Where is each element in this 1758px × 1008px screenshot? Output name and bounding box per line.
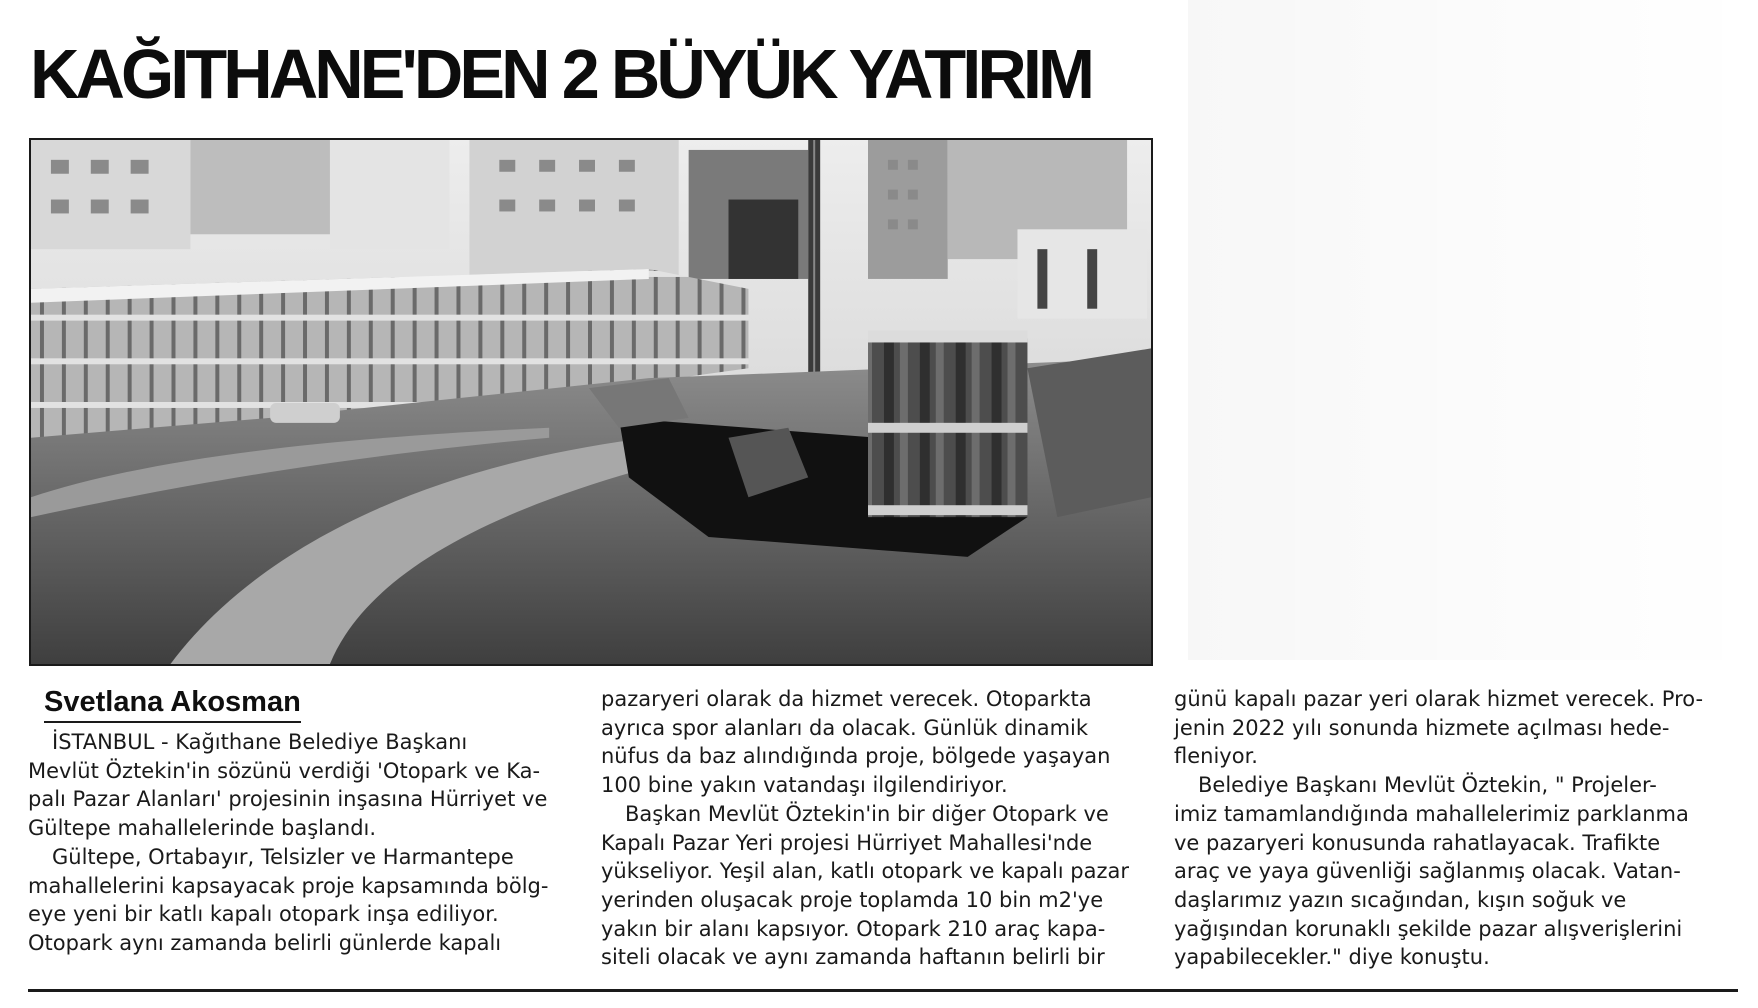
article-line: araç ve yaya güvenliği sağlanmış olacak. Vatan- [1174,859,1681,884]
article-line: Başkan Mevlüt Öztekin'in bir diğer Otopark ve [625,801,1109,826]
article-line: Otopark aynı zamanda belirli günlerde kapalı [28,930,502,955]
construction-site-image [31,140,1151,664]
article-line: imiz tamamlandığında mahallelerimiz parklanma [1174,801,1689,826]
article-line: pazaryeri olarak da hizmet verecek. Otoparkta [601,687,1092,711]
article-line: yakın bir alanı kapsıyor. Otopark 210 araç kapa- [601,916,1106,941]
article-line: Gültepe, Ortabayır, Telsizler ve Harmantepe [52,844,514,869]
article-line: ayrıca spor alanları da olacak. Günlük dinamik [601,715,1089,740]
article-column-1 [28,728,568,958]
article-line: jenin 2022 yılı sonunda hizmete açılması hede- [1174,715,1670,740]
construction-site-photo [29,138,1153,666]
article-line: daşlarımız yazın sıcağından, kışın soğuk ve [1174,887,1627,912]
byline-author: Svetlana Akosman [44,684,301,723]
article-line: yağışından korunaklı şekilde pazar alışverişlerini [1174,916,1683,941]
article-line: Gültepe mahallelerinde başlandı. [28,816,377,841]
article-line: yapabilecekler." diye konuştu. [1174,945,1490,970]
article-line: fleniyor. [1174,744,1258,769]
article-line: Belediye Başkanı Mevlüt Öztekin, " Projeler- [1198,773,1657,798]
article-column-2 [601,685,1141,972]
article-line: günü kapalı pazar yeri olarak hizmet verecek. Pro- [1174,687,1704,711]
article-line: 100 bine yakın vatandaşı ilgilendiriyor. [601,773,1008,798]
article-line: Mevlüt Öztekin'in sözünü verdiği 'Otopark ve Ka- [28,758,541,783]
headline: KAĞITHANE'DEN 2 BÜYÜK YATIRIM [30,35,1092,113]
article-line: nüfus da baz alındığında proje, bölgede yaşayan [601,744,1111,769]
article-line: İSTANBUL - Kağıthane Belediye Başkanı [52,730,468,754]
article-line: yerinden oluşacak proje toplamda 10 bin m2'ye [601,887,1104,912]
article-line: mahallelerini kapsayacak proje kapsamında bölg- [28,873,549,898]
article-line: palı Pazar Alanları' projesinin inşasına Hürriyet ve [28,787,548,812]
bottom-rule [28,989,1738,992]
article-column-3 [1174,685,1714,972]
scan-shadow [1188,0,1758,660]
article-line: eye yeni bir katlı kapalı otopark inşa ediliyor. [28,902,499,927]
article-line: Kapalı Pazar Yeri projesi Hürriyet Mahallesi'nde [601,830,1093,855]
article-line: yükseliyor. Yeşil alan, katlı otopark ve kapalı pazar [601,859,1130,884]
article-line: siteli olacak ve aynı zamanda haftanın belirli bir [601,945,1105,970]
article-line: ve pazaryeri konusunda rahatlayacak. Trafikte [1174,830,1661,855]
